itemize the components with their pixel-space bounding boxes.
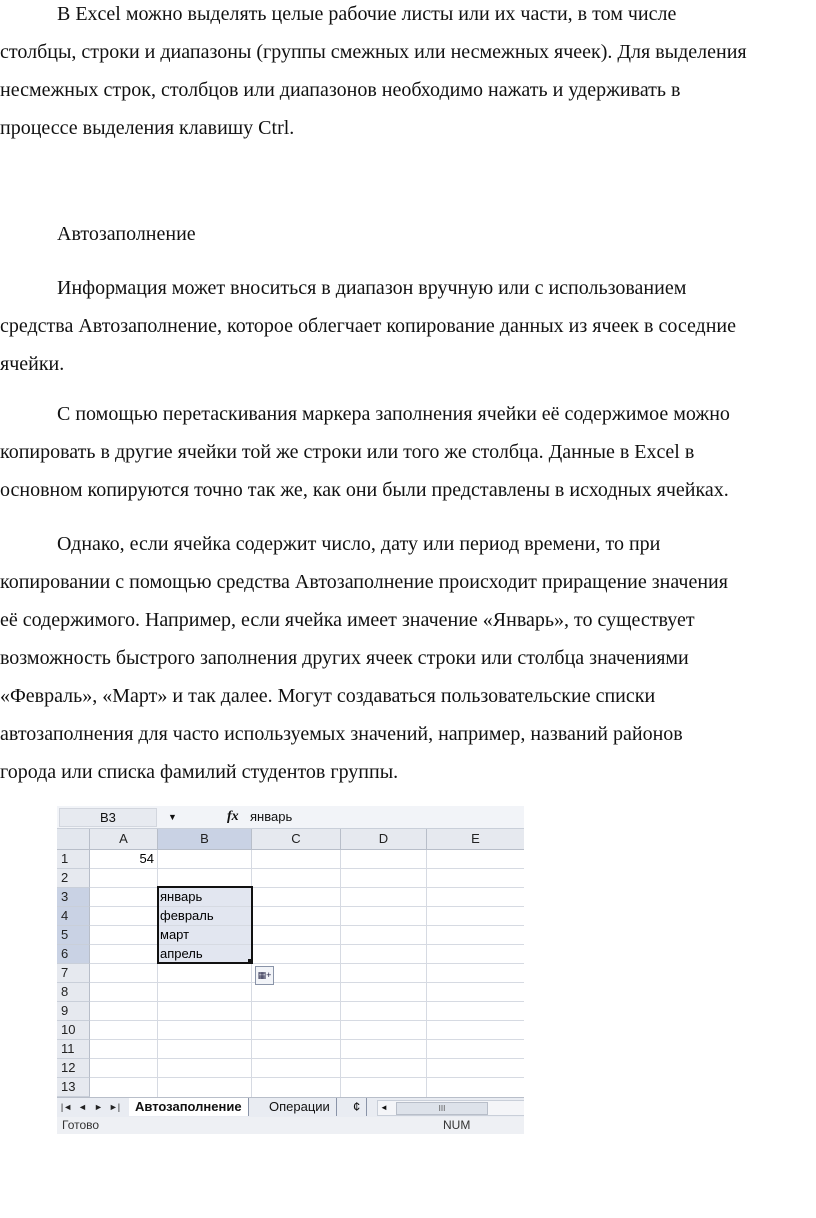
heading-text: Автозаполнение <box>57 223 196 245</box>
select-all-corner[interactable] <box>57 829 90 850</box>
text-line: средства Автозаполнение, которое облегчает копирование данных из ячеек в соседние <box>0 315 737 337</box>
scroll-thumb[interactable]: III <box>396 1102 488 1115</box>
gridline <box>90 1001 524 1002</box>
paragraph-fill-handle <box>0 395 816 509</box>
formula-bar <box>57 806 524 829</box>
formula-input[interactable]: январь <box>250 809 293 824</box>
text-line: «Февраль», «Март» и так далее. Могут создаваться пользовательские списки <box>0 685 656 707</box>
gridline <box>90 1039 524 1040</box>
sheet-tab-autofill[interactable]: Автозаполнение <box>129 1098 249 1116</box>
section-heading <box>0 215 816 253</box>
prev-sheet-icon[interactable]: ◄ <box>78 1102 87 1112</box>
selection-border <box>157 886 253 964</box>
row-header-11[interactable]: 11 <box>57 1040 90 1059</box>
excel-screenshot <box>57 806 524 1134</box>
row-header-1[interactable]: 1 <box>57 850 90 869</box>
gridline <box>90 1058 524 1059</box>
horizontal-scrollbar[interactable] <box>377 1100 524 1116</box>
row-header-13[interactable]: 13 <box>57 1078 90 1097</box>
column-header-c[interactable]: C <box>252 829 341 850</box>
row-header-12[interactable]: 12 <box>57 1059 90 1078</box>
status-ready: Готово <box>62 1118 100 1132</box>
row-header-7[interactable]: 7 <box>57 964 90 983</box>
column-header-b[interactable]: B <box>158 829 252 850</box>
gridline <box>90 963 524 964</box>
autofill-options-icon[interactable]: ▦+ <box>255 966 274 985</box>
gridline <box>90 944 524 945</box>
text-line: несмежных строк, столбцов или диапазонов необходимо нажать и удерживать в <box>0 79 681 101</box>
column-header-a[interactable]: A <box>90 829 158 850</box>
text-line: столбцы, строки и диапазоны (группы смежных или несмежных ячеек). Для выделения <box>0 41 747 63</box>
row-header-3[interactable]: 3 <box>57 888 90 907</box>
text-line: автозаполнения для часто используемых значений, например, названий районов <box>0 723 683 745</box>
cell-b6[interactable]: апрель <box>160 946 203 961</box>
text-line: её содержимого. Например, если ячейка имеет значение «Январь», то существует <box>0 609 695 631</box>
text-line: Однако, если ячейка содержит число, дату или период времени, то при <box>57 533 661 555</box>
text-line: возможность быстрого заполнения других ячеек строки или столбца значениями <box>0 647 689 669</box>
cell-b3[interactable]: январь <box>160 889 203 904</box>
name-box-value: B3 <box>100 810 116 825</box>
row-header-2[interactable]: 2 <box>57 869 90 888</box>
gridline <box>90 1077 524 1078</box>
sheet-tab-operations[interactable]: Операции <box>263 1098 337 1116</box>
paragraph-selection <box>0 0 816 147</box>
gridline <box>90 868 524 869</box>
gridline <box>90 925 524 926</box>
gridline <box>90 982 524 983</box>
paragraph-increment <box>0 525 816 791</box>
scroll-left-icon[interactable]: ◄ <box>380 1103 388 1112</box>
next-sheet-icon[interactable]: ► <box>94 1102 103 1112</box>
first-sheet-icon[interactable]: |◄ <box>60 1102 73 1112</box>
row-header-10[interactable]: 10 <box>57 1021 90 1040</box>
sheet-tab-bar <box>57 1097 524 1118</box>
name-box[interactable] <box>59 808 177 827</box>
text-line: процессе выделения клавишу Ctrl. <box>0 117 295 139</box>
cell-b5[interactable]: март <box>160 927 190 942</box>
gridline <box>90 887 524 888</box>
text-line: города или списка фамилий студентов группы. <box>0 761 399 783</box>
status-bar <box>57 1117 524 1134</box>
text-line: ячейки. <box>0 353 65 375</box>
text-line: основном копируются точно так же, как они были представлены в исходных ячейках. <box>0 479 729 501</box>
paragraph-autofill-intro <box>0 269 816 383</box>
column-header-e[interactable]: E <box>427 829 524 850</box>
cell-b4[interactable]: февраль <box>160 908 214 923</box>
text-line: В Excel можно выделять целые рабочие листы или их части, в том числе <box>57 3 677 25</box>
gridline <box>90 1020 524 1021</box>
text-line: Информация может вноситься в диапазон вручную или с использованием <box>57 277 687 299</box>
last-sheet-icon[interactable]: ►| <box>108 1102 121 1112</box>
row-header-4[interactable]: 4 <box>57 907 90 926</box>
text-line: копировать в другие ячейки той же строки или того же столбца. Данные в Excel в <box>0 441 695 463</box>
column-header-d[interactable]: D <box>341 829 427 850</box>
status-num: NUM <box>443 1118 471 1132</box>
text-line: копировании с помощью средства Автозаполнение происходит приращение значения <box>0 571 728 593</box>
gridline <box>90 906 524 907</box>
row-header-8[interactable]: 8 <box>57 983 90 1002</box>
sheet-tab-partial[interactable]: ¢ <box>347 1098 367 1116</box>
chevron-down-icon[interactable]: ▼ <box>168 812 177 822</box>
row-header-6[interactable]: 6 <box>57 945 90 964</box>
text-line: С помощью перетаскивания маркера заполнения ячейки её содержимое можно <box>57 403 730 425</box>
row-header-5[interactable]: 5 <box>57 926 90 945</box>
cell-a1[interactable]: 54 <box>139 851 154 866</box>
row-header-9[interactable]: 9 <box>57 1002 90 1021</box>
fill-handle[interactable] <box>248 959 253 964</box>
function-icon[interactable]: fx <box>227 809 239 824</box>
